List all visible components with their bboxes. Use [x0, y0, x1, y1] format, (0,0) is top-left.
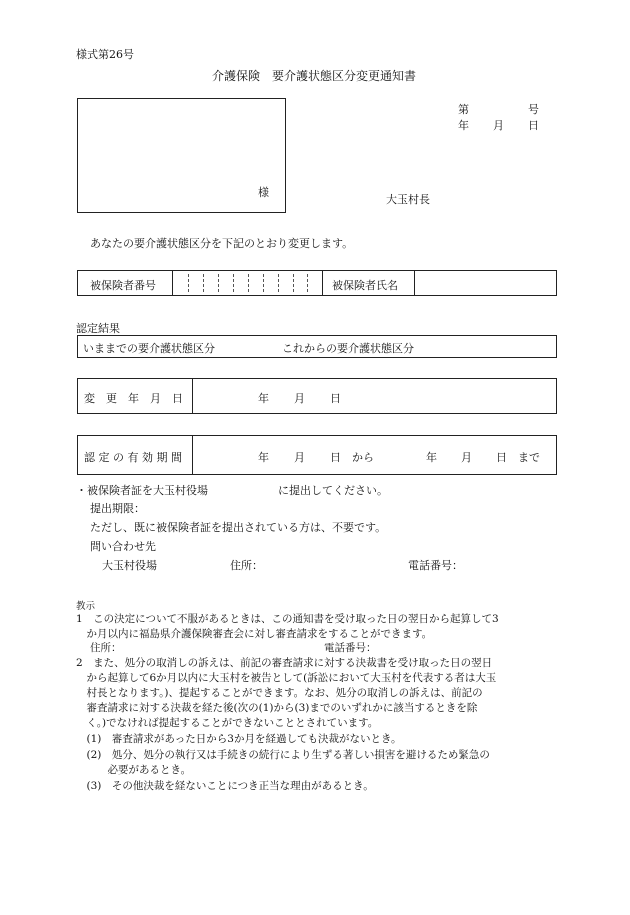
instruction-line: (3) その他決裁を経ないことにつき正当な理由があるとき。	[76, 780, 374, 792]
change-date-row	[77, 378, 557, 414]
instructions-heading: 教示	[76, 601, 96, 612]
insured-name-label: 被保険者氏名	[332, 279, 398, 292]
validity-end-year: 年	[426, 451, 437, 464]
intro-text: あなたの要介護状態区分を下記のとおり変更します。	[90, 237, 354, 250]
doc-no-dai: 第	[458, 103, 469, 116]
submit-note: ただし、既に被保険者証を提出されている方は、不要です。	[90, 521, 387, 534]
instruction-line: か月以内に福島県介護保険審査会に対し審査請求をすることができます。	[76, 628, 433, 640]
change-date-label: 変 更 年 月 日	[84, 392, 183, 405]
instruction-line: 2 また、処分の取消しの訴えは、前記の審査請求に対する決裁書を受け取った日の翌日	[76, 657, 493, 669]
validity-start-month: 月	[294, 451, 305, 464]
validity-end-month: 月	[461, 451, 472, 464]
issuer-name: 大玉村長	[386, 193, 430, 206]
validity-period-row	[77, 435, 557, 475]
validity-start-day: 日 から	[330, 451, 374, 464]
result-row	[77, 335, 557, 358]
digit-divider	[218, 274, 219, 292]
after-care-level-label: これからの要介護状態区分	[282, 342, 414, 355]
change-date-month: 月	[294, 392, 305, 405]
form-number: 様式第26号	[76, 48, 134, 61]
insured-info-row	[77, 270, 557, 296]
validity-period-label: 認 定 の 有 効 期 間	[84, 451, 182, 464]
result-heading: 認定結果	[76, 322, 120, 335]
divider	[414, 271, 415, 295]
digit-divider	[233, 274, 234, 292]
validity-end-day: 日 まで	[496, 451, 540, 464]
contact-heading: 問い合わせ先	[90, 540, 156, 553]
divider	[322, 271, 323, 295]
instruction-address-label: 住所：	[90, 642, 122, 654]
divider	[172, 271, 173, 295]
contact-address: 住所：	[230, 559, 263, 572]
submit-line-b: に提出してください。	[278, 484, 388, 497]
change-date-year: 年	[258, 392, 269, 405]
date-day: 日	[528, 119, 539, 132]
submit-deadline: 提出期限：	[90, 502, 145, 515]
instruction-phone-label: 電話番号：	[324, 642, 377, 654]
instruction-line: 必要があるとき。	[76, 764, 192, 776]
validity-start-year: 年	[258, 451, 269, 464]
address-sama: 様	[258, 186, 269, 199]
digit-divider	[248, 274, 249, 292]
date-month: 月	[493, 119, 504, 132]
instruction-line: く。)でなければ提起することができないこととされています。	[76, 717, 379, 729]
date-year: 年	[458, 119, 469, 132]
instruction-line: 1 この決定について不服があるときは、この通知書を受け取った日の翌日から起算して3	[76, 613, 499, 625]
digit-divider	[307, 274, 308, 292]
before-care-level-label: いままでの要介護状態区分	[83, 342, 215, 355]
address-box	[77, 98, 286, 213]
contact-office: 大玉村役場	[102, 559, 157, 572]
insured-number-label: 被保険者番号	[90, 279, 156, 292]
digit-divider	[263, 274, 264, 292]
doc-no-go: 号	[528, 103, 539, 116]
digit-divider	[278, 274, 279, 292]
divider	[192, 379, 193, 413]
change-date-day: 日	[330, 392, 341, 405]
instruction-line: (2) 処分、処分の執行又は手続きの続行により生ずる著しい損害を避けるため緊急の	[76, 749, 490, 761]
digit-divider	[293, 274, 294, 292]
instruction-line: 審査請求に対する決裁を経た後(次の(1)から(3)までのいずれかに該当するときを除	[76, 702, 478, 714]
contact-phone: 電話番号：	[408, 559, 463, 572]
instruction-line: (1) 審査請求があった日から3か月を経過しても決裁がないとき。	[76, 733, 402, 745]
page-title: 介護保険 要介護状態区分変更通知書	[212, 69, 417, 83]
divider	[192, 436, 193, 474]
instruction-line: から起算して6か月以内に大玉村を被告として(訴訟において大玉村を代表する者は大玉	[76, 672, 497, 684]
submit-line-a: ・被保険者証を大玉村役場	[76, 484, 208, 497]
digit-divider	[203, 274, 204, 292]
digit-divider	[188, 274, 189, 292]
instruction-line: 村長となります。)、提起することができます。なお、処分の取消しの訴えは、前記の	[76, 687, 483, 699]
